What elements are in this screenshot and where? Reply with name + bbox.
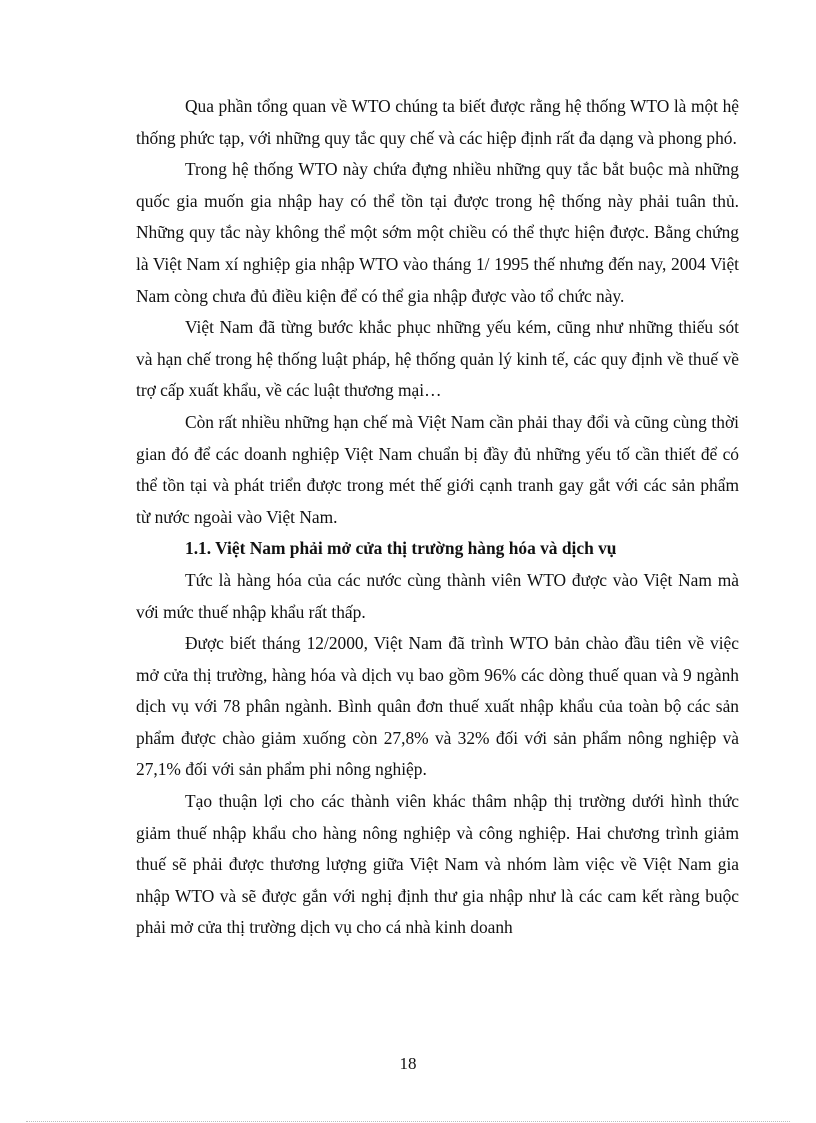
document-body (136, 91, 739, 944)
paragraph-first-offer: Được biết tháng 12/2000, Việt Nam đã trình WTO bản chào đầu tiên về việc mở cửa thị trường, hàng hóa và dịch vụ bao gồm 96% các dòng thuế quan và 9 ngành dịch vụ với 78 phân ngành. Bình quân đơn thuế xuất nhập khẩu của toàn bộ các sản phẩm được chào giảm xuống còn 27,8% và 32% đối với sản phẩm nông nghiệp và 27,1% đối với sản phẩm phi nông nghiệp. (136, 633, 739, 780)
page-number: 18 (399, 1054, 417, 1073)
paragraph-wto-rules: Trong hệ thống WTO này chứa đựng nhiều những quy tắc bắt buộc mà những quốc gia muốn gia nhập hay có thể tồn tại được trong hệ thống này phải tuân thủ. Những quy tắc này không thể một sớm một chiều có thể thực hiện được. Bằng chứng là Việt Nam xí nghiệp gia nhập WTO vào tháng 1/ 1995 thế nhưng đến nay, 2004 Việt Nam còng chưa đủ điều kiện để có thể gia nhập được vào tổ chức này. (136, 159, 739, 306)
section-heading: 1.1. Việt Nam phải mở cửa thị trường hàng hóa và dịch vụ (185, 538, 617, 559)
paragraph-market-access: Tạo thuận lợi cho các thành viên khác thâm nhập thị trường dưới hình thức giảm thuế nhập khẩu cho hàng nông nghiệp và công nghiệp. Hai chương trình giảm thuế sẽ phải được thương lượng giữa Việt Nam và nhóm làm việc về Việt Nam gia nhập WTO và sẽ được gắn với nghị định thư gia nhập như là các cam kết ràng buộc phải mở cửa thị trường dịch vụ cho cá nhà kinh doanh (136, 791, 739, 938)
paragraph-remaining-limitations: Còn rất nhiều những hạn chế mà Việt Nam cần phải thay đổi và cũng cùng thời gian đó để các doanh nghiệp Việt Nam chuẩn bị đầy đủ những yếu tố cần thiết để có thể tồn tại và phát triển được trong mét thế giới cạnh tranh gay gắt với các sản phẩm từ nước ngoài vào Việt Nam. (136, 411, 739, 527)
page-bottom-divider (26, 1121, 790, 1122)
paragraph-import-tariffs: Tức là hàng hóa của các nước cùng thành viên WTO được vào Việt Nam mà với mức thuế nhập khẩu rất thấp. (136, 569, 739, 622)
paragraph-vietnam-improvements: Việt Nam đã từng bước khắc phục những yếu kém, cũng như những thiếu sót và hạn chế trong hệ thống luật pháp, hệ thống quản lý kinh tế, các quy định về thuế về trợ cấp xuất khẩu, về các luật thương mại… (136, 317, 739, 401)
paragraph-wto-overview: Qua phần tổng quan về WTO chúng ta biết được rằng hệ thống WTO là một hệ thống phức tạp, với những quy tắc quy chế và các hiệp định rất đa dạng và phong phó. (136, 96, 739, 148)
